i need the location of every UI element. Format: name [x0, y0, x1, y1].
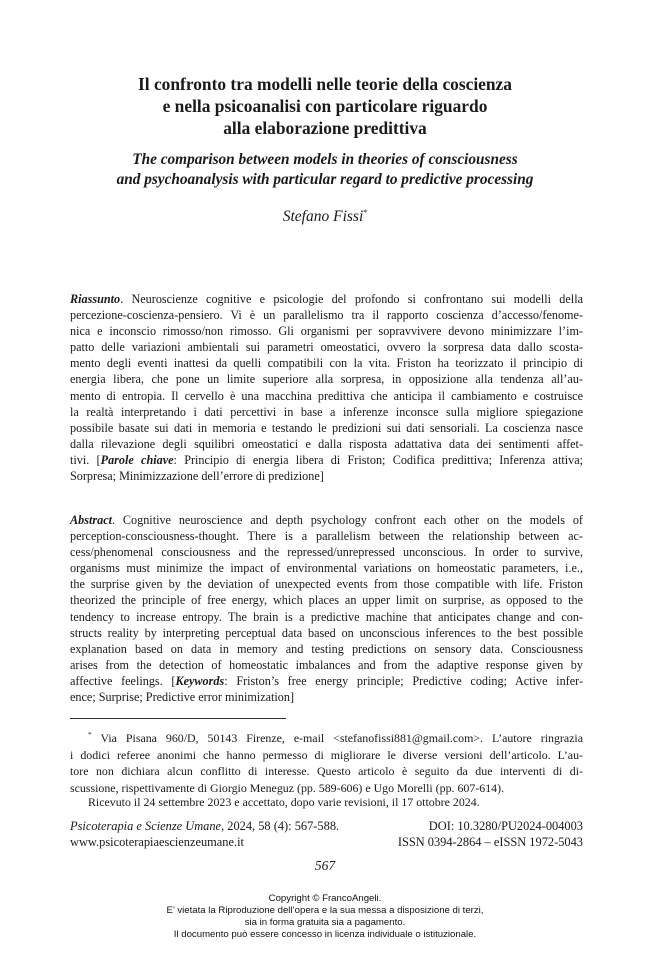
copyright-notice	[0, 893, 650, 941]
subtitle-line: The comparison between models in theories of consciousness	[132, 151, 518, 168]
keywords-text: : Friston’s free energy principle; Predictive coding; Active infer-	[224, 673, 584, 688]
footnote-line: scussione, rispettivamente di Giorgio Meneguz (pp. 589-606) e Ugo Morelli (pp. 607-614).	[70, 780, 505, 795]
doi: DOI: 10.3280/PU2024-004003	[428, 819, 583, 833]
riassunto-line: mento degli eventi inattesi da quelli compatibili con la vita. Friston ha teorizzato il principio di	[70, 356, 583, 371]
received-note	[70, 794, 583, 811]
riassunto-line: Sorpresa; Minimizzazione dell’errore di predizione]	[70, 469, 324, 484]
riassunto-line: percezione-coscienza-pensiero. Vi è un parallelismo tra il rapporto coscienza d’accesso/fenome-	[70, 308, 583, 323]
article-title	[60, 73, 590, 139]
abstract-text: . Cognitive neuroscience and depth psychology confront each other on the models of	[111, 513, 583, 527]
riassunto-line: energia libera, che pone un limite superiore alla sorpresa, in opposizione alla tendenza all’au-	[70, 372, 583, 387]
parole-chiave-label: Parole chiave	[100, 452, 174, 467]
author-footnote-mark: *	[363, 208, 368, 217]
riassunto-text: . Neuroscienze cognitive e psicologie del profondo si confrontano sui modelli della	[120, 292, 583, 306]
footnote-line: tore non dichiara alcun conflitto di interesse. Questo articolo è seguito da due interventi di di-	[70, 764, 583, 779]
abstract-line: cess/phenomenal consciousness and the repressed/unrepressed unconscious. In order to survive,	[70, 545, 583, 560]
copyright-line: sia in forma gratuita sia a pagamento.	[244, 917, 406, 928]
footnote-mark: *	[88, 730, 92, 739]
journal-volume: , 2024, 58 (4): 567-588.	[221, 819, 340, 833]
abstract-line: arises from the detection of homeostatic imbalances and from the adaptive response given by	[70, 657, 583, 672]
abstract-line: theorized the principle of free energy, which places an upper limit on surprise, as opposed to the	[70, 593, 583, 608]
abstract-line: the surprise given by the deviation of unexpected events from those compatible with life. Friston	[70, 577, 583, 592]
journal-citation	[70, 818, 339, 835]
riassunto-text: tivi. [	[70, 452, 101, 467]
abstract-line: tendency to increase entropy. The brain is a predictive machine that anticipates change and con-	[70, 609, 583, 624]
abstract-line: explanation based on data in memory and testing predictions on sensory data. Consciousness	[70, 641, 583, 656]
footnote-line	[70, 727, 583, 747]
copyright-line: E’ vietata la Riproduzione dell’opera e la sua messa a disposizione di terzi,	[166, 905, 484, 916]
title-line: Il confronto tra modelli nelle teorie della coscienza	[138, 74, 512, 94]
riassunto-line	[70, 452, 583, 468]
journal-website: www.psicoterapiaescienzeumane.it	[70, 835, 244, 849]
received-line: Ricevuto il 24 settembre 2023 e accettato, dopo varie revisioni, il 17 ottobre 2024.	[88, 795, 480, 809]
journal-info-row	[70, 834, 583, 851]
author-name: Stefano Fissi	[282, 208, 364, 226]
article-subtitle	[60, 150, 590, 189]
riassunto-label: Riassunto	[70, 292, 121, 306]
subtitle-line: and psychoanalysis with particular regard to predictive processing	[116, 170, 534, 188]
riassunto-line: la realtà interpretando i dati percettivi in base a inferenze inconsce sulla migliore spiegazione	[70, 404, 583, 419]
abstract-line: perception-consciousness-thought. There is a parallelism between the relationship between ac-	[70, 529, 583, 544]
abstract-line: organisms must minimize the impact of environmental variations on homeostatic parameters, i.e.,	[70, 561, 583, 576]
journal-name: Psicoterapia e Scienze Umane	[70, 819, 222, 833]
riassunto-line: mento di entropia. Il cervello è una macchina predittiva che anticipa il cambiamento e costruisce	[70, 388, 583, 403]
issn: ISSN 0394-2864 – eISSN 1972-5043	[397, 835, 583, 849]
author	[60, 208, 590, 226]
abstract-line	[70, 673, 583, 689]
abstract-label: Abstract	[70, 513, 112, 527]
riassunto-paragraph	[70, 291, 583, 484]
abstract-paragraph	[70, 512, 583, 705]
abstract-line: ence; Surprise; Predictive error minimization]	[70, 690, 295, 705]
riassunto-line: patto delle variazioni ambientali sui parametri omeostatici, ovvero la sorpresa data dallo scosta-	[70, 340, 583, 355]
footnote-text: Via Pisana 960/D, 50143 Firenze, e-mail <stefanofissi881@gmail.com>. L’autore ringrazia	[91, 730, 583, 745]
copyright-line: Copyright © FrancoAngeli.	[268, 893, 382, 904]
abstract-line	[70, 512, 583, 528]
title-line: e nella psicoanalisi con particolare riguardo	[162, 96, 488, 116]
journal-citation-row	[70, 818, 583, 835]
footnote-divider	[70, 718, 286, 719]
abstract-line: structs reality by interpreting perceptual data based on unconscious inferences to the best possible	[70, 625, 583, 640]
parole-chiave-text: : Principio di energia libera di Friston; Codifica predittiva; Inferenza attiva;	[173, 452, 583, 467]
page-number: 567	[314, 858, 336, 873]
riassunto-line: dalla rilevazione degli squilibri omeostatici e dalla risposta adattativa data dei sentimenti affet-	[70, 436, 583, 451]
abstract-text: affective feelings. [	[70, 673, 176, 688]
copyright-line: Il documento può essere concesso in licenza individuale o istituzionale.	[173, 929, 477, 940]
author-footnote	[70, 727, 583, 796]
riassunto-line	[70, 291, 583, 307]
footnote-line: i dodici referee anonimi che hanno permesso di migliorare le diverse versioni dell’articolo. L’au-	[70, 747, 583, 762]
riassunto-line: possibile basate sui dati in memoria e testando le predizioni sui dati sensoriali. La coscienza nasce	[70, 420, 583, 435]
keywords-label: Keywords	[175, 673, 225, 688]
title-line: alla elaborazione predittiva	[223, 118, 427, 138]
riassunto-line: nica e inconscio rimosso/non rimosso. Gli organismi per sopravvivere devono minimizzare l’im-	[70, 324, 583, 339]
